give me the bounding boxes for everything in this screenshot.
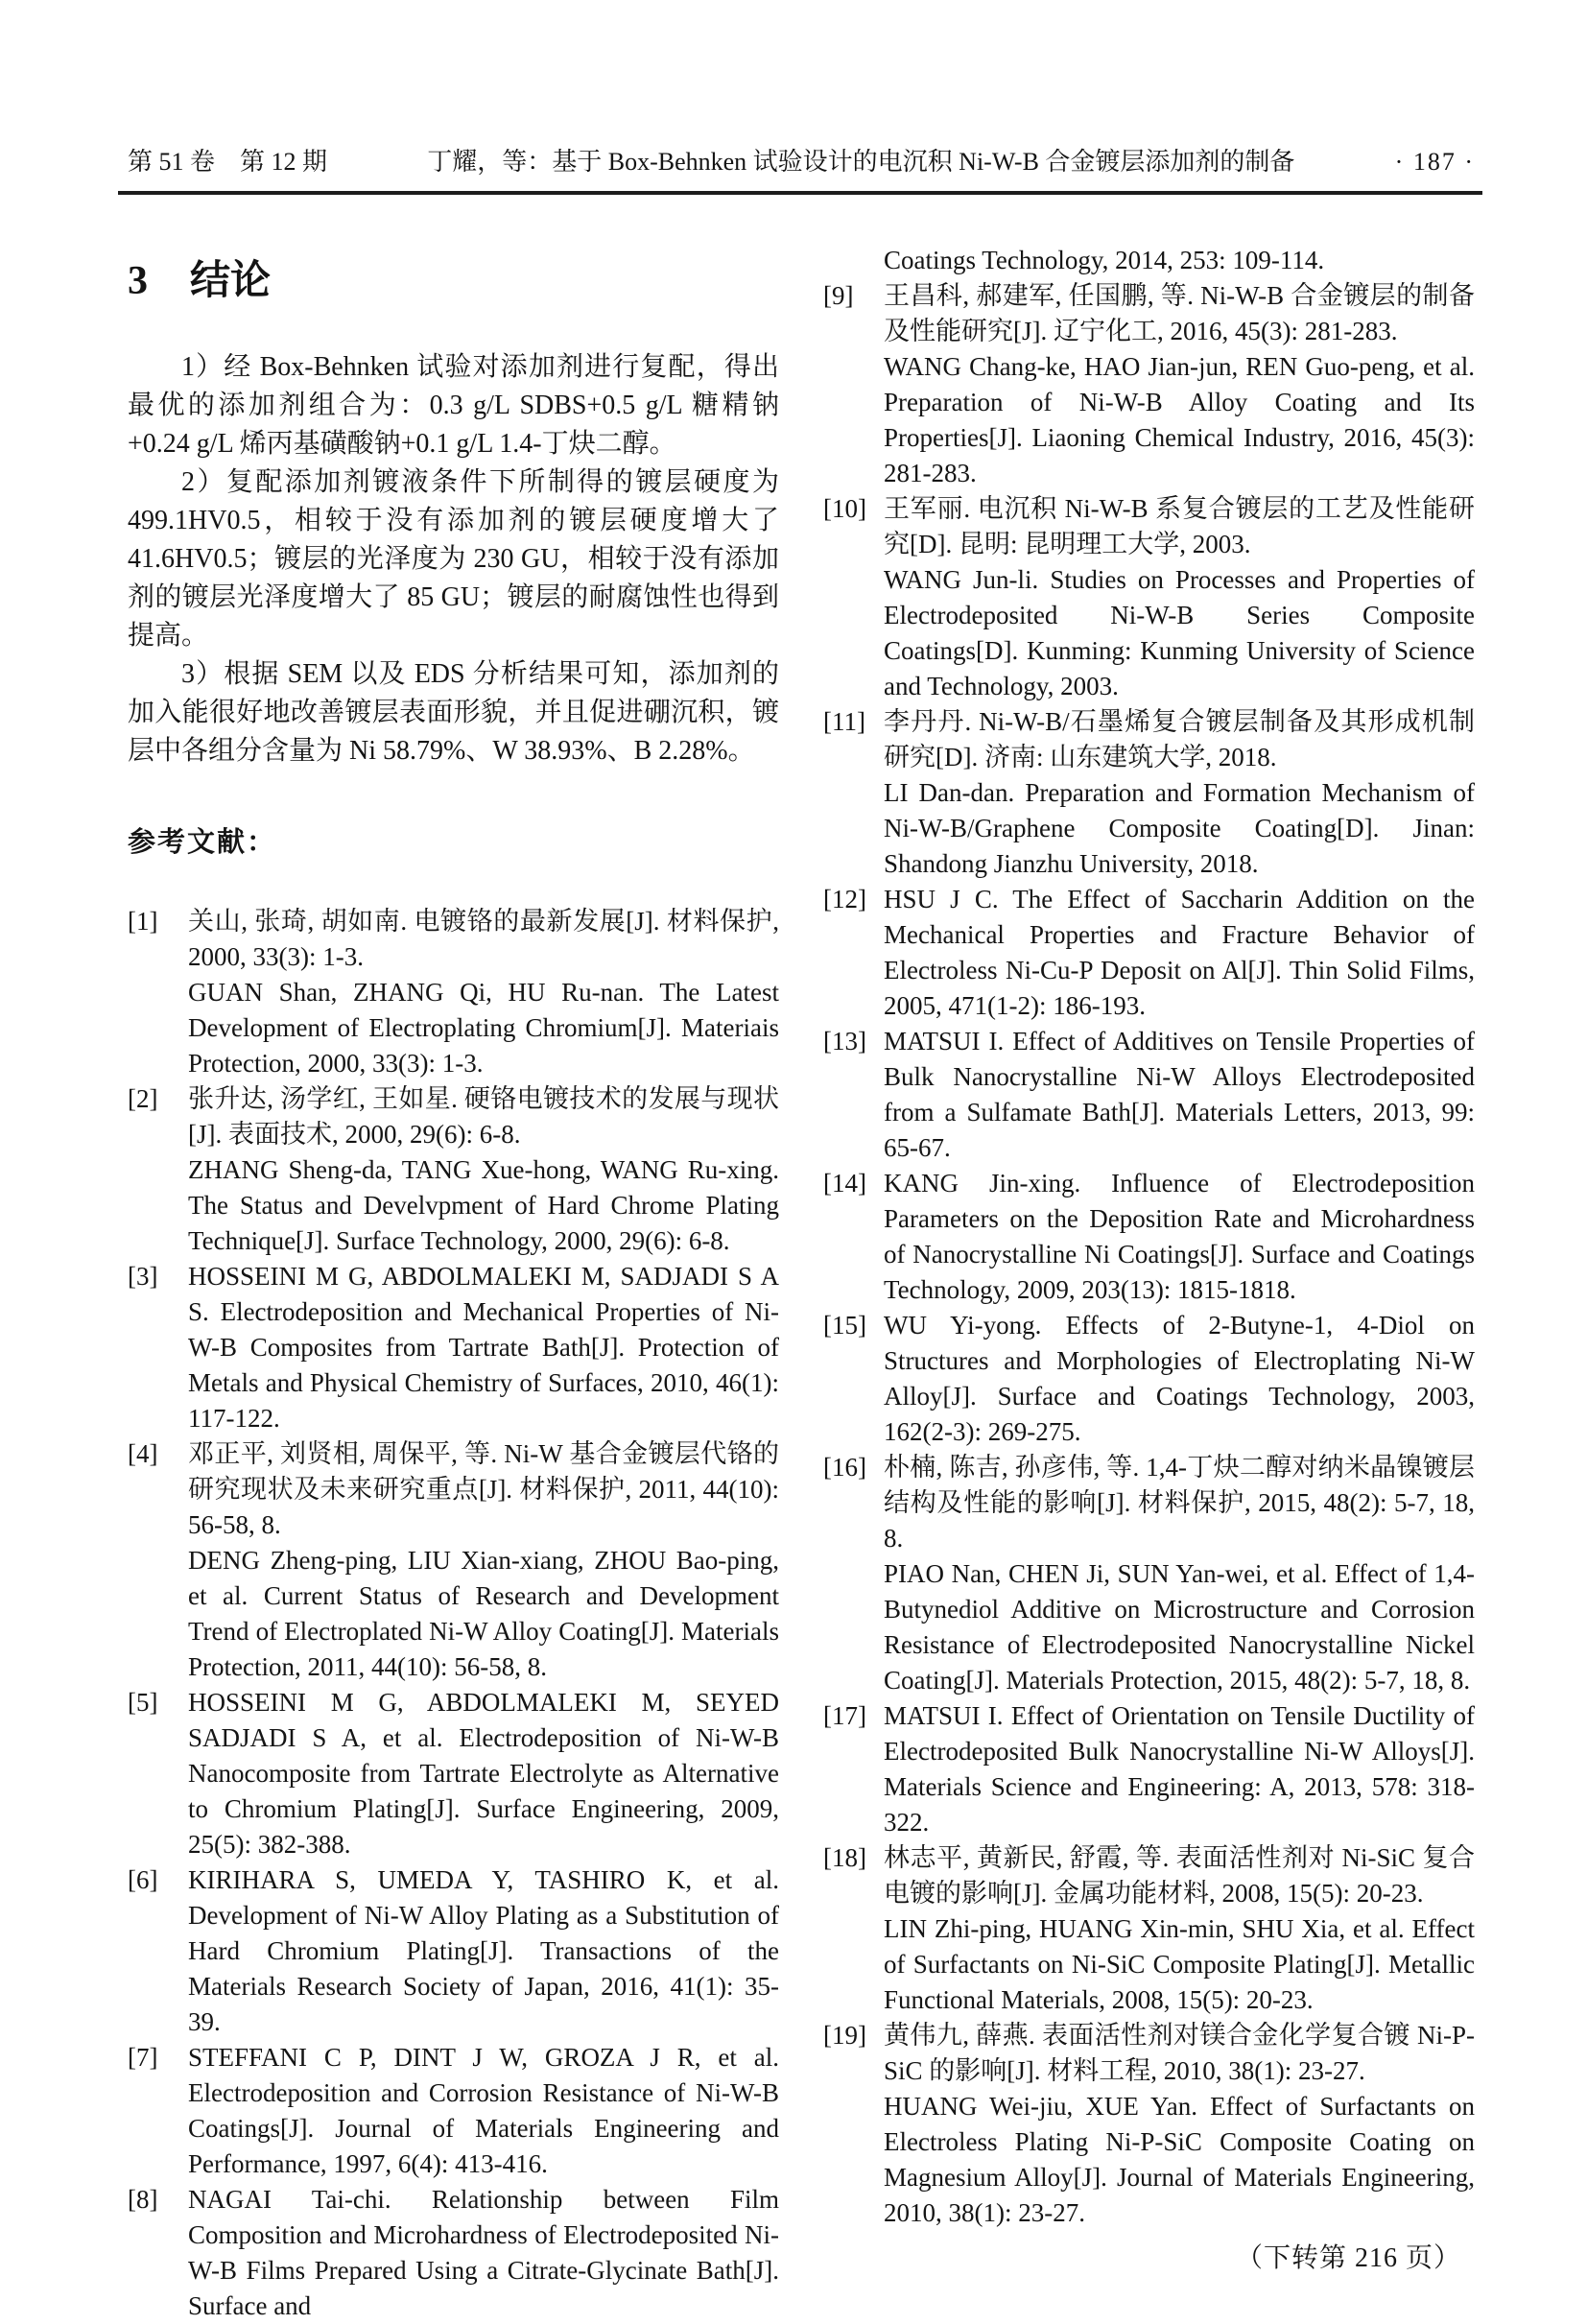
reference-part: Coatings Technology, 2014, 253: 109-114. <box>884 246 1325 274</box>
reference-text <box>884 1698 1475 1840</box>
reference-label: [9] <box>823 281 854 310</box>
left-column <box>128 243 779 2324</box>
reference-label: [8] <box>128 2185 158 2214</box>
reference-part: ZHANG Sheng-da, TANG Xue-hong, WANG Ru-xing. The Status and Develvpment of Hard Chrome Plating Technique[J]. Surface Technology, 2000, 29(6): 6-8. <box>188 1155 779 1255</box>
reference-text <box>188 1862 779 2040</box>
reference-text <box>188 1436 779 1685</box>
reference-item <box>823 1024 1475 1166</box>
reference-label: [16] <box>823 1453 866 1482</box>
reference-label: [12] <box>823 885 866 913</box>
reference-label: [5] <box>128 1688 158 1717</box>
reference-label: [7] <box>128 2043 158 2072</box>
volume-issue: 第 51 卷 第 12 期 <box>128 148 328 176</box>
reference-part: DENG Zheng-ping, LIU Xian-xiang, ZHOU Bao-ping, et al. Current Status of Research and Development Trend of Electroplated Ni-W Alloy Coating[J]. Materials Protection, 2011, 44(10): 56-58, 8. <box>188 1546 779 1681</box>
references-list-left <box>128 904 779 2324</box>
reference-item <box>823 491 1475 704</box>
section-number: 3 <box>128 259 148 303</box>
conclusion-paragraph: 2）复配添加剂镀液条件下所制得的镀层硬度为 499.1HV0.5，相较于没有添加剂的镀层硬度增大了 41.6HV0.5；镀层的光泽度为 230 GU，相较于没有添加剂的镀层光泽度增大了 85 GU；镀层的耐腐蚀性也得到提高。 <box>128 467 779 651</box>
reference-text <box>884 1166 1475 1308</box>
reference-text <box>188 904 779 1081</box>
reference-part: KIRIHARA S, UMEDA Y, TASHIRO K, et al. Development of Ni-W Alloy Plating as a Substitution of Hard Chromium Plating[J]. Transactions of the Materials Research Society of Japan, 2016, 41(1): 35-39. <box>188 1865 779 2036</box>
reference-item <box>823 1450 1475 1698</box>
reference-part: HOSSEINI M G, ABDOLMALEKI M, SADJADI S A S. Electrodeposition and Mechanical Properties of Ni-W-B Composites from Tartrate Bath[J]. Protection of Metals and Physical Chemistry of Surfaces, 2010, 46(1): 117-122. <box>188 1262 779 1433</box>
reference-text <box>884 1024 1475 1166</box>
reference-part: PIAO Nan, CHEN Ji, SUN Yan-wei, et al. Effect of 1,4-Butynediol Additive on Microstructure and Corrosion Resistance of Electrodeposited Nanocrystalline Nickel Coating[J]. Materials Protection, 2015, 48(2): 5-7, 18, 8. <box>884 1559 1475 1695</box>
reference-part: 关山, 张琦, 胡如南. 电镀铬的最新发展[J]. 材料保护, 2000, 33(3): 1-3. <box>188 907 779 971</box>
reference-part: WANG Chang-ke, HAO Jian-jun, REN Guo-peng, et al. Preparation of Ni-W-B Alloy Coating and Its Properties[J]. Liaoning Chemical Industry, 2016, 45(3): 281-283. <box>884 352 1475 487</box>
reference-item <box>128 2040 779 2182</box>
reference-label: [3] <box>128 1262 158 1291</box>
conclusion-paragraph: 3）根据 SEM 以及 EDS 分析结果可知，添加剂的加入能很好地改善镀层表面形貌，并且促进硼沉积，镀层中各组分含量为 Ni 58.79%、W 38.93%、B 2.28%。 <box>128 659 779 766</box>
reference-text <box>884 704 1475 882</box>
reference-label: [19] <box>823 2021 866 2050</box>
reference-text <box>884 491 1475 704</box>
reference-item <box>128 1685 779 1862</box>
reference-label: [1] <box>128 907 158 936</box>
reference-text <box>188 1259 779 1436</box>
reference-item <box>128 2182 779 2324</box>
reference-part: STEFFANI C P, DINT J W, GROZA J R, et al. Electrodeposition and Corrosion Resistance of Ni-W-B Coatings[J]. Journal of Materials Engineering and Performance, 1997, 6(4): 413-416. <box>188 2043 779 2178</box>
reference-text <box>884 1840 1475 2018</box>
references-heading: 参考文献： <box>128 827 277 858</box>
two-column-body <box>128 243 1475 2324</box>
continued-on-page-note: （下转第 216 页） <box>1235 2243 1461 2273</box>
reference-item <box>823 1308 1475 1450</box>
reference-item <box>823 2018 1475 2231</box>
reference-text <box>884 243 1475 278</box>
reference-item <box>823 1698 1475 1840</box>
reference-part: GUAN Shan, ZHANG Qi, HU Ru-nan. The Latest Development of Electroplating Chromium[J]. Materiais Protection, 2000, 33(3): 1-3. <box>188 978 779 1078</box>
conclusion-paragraph: 1）经 Box-Behnken 试验对添加剂进行复配，得出最优的添加剂组合为：0.3 g/L SDBS+0.5 g/L 糖精钠+0.24 g/L 烯丙基磺酸钠+0.1 g/L 1.4-丁炔二醇。 <box>128 352 779 459</box>
reference-part: 朴楠, 陈吉, 孙彦伟, 等. 1,4-丁炔二醇对纳米晶镍镀层结构及性能的影响[J]. 材料保护, 2015, 48(2): 5-7, 18, 8. <box>884 1453 1475 1553</box>
reference-item <box>823 1166 1475 1308</box>
reference-part: 邓正平, 刘贤相, 周保平, 等. Ni-W 基合金镀层代铬的研究现状及未来研究重点[J]. 材料保护, 2011, 44(10): 56-58, 8. <box>188 1439 779 1539</box>
reference-part: 张升达, 汤学红, 王如星. 硬铬电镀技术的发展与现状[J]. 表面技术, 2000, 29(6): 6-8. <box>188 1084 779 1149</box>
reference-item <box>823 1840 1475 2018</box>
section-title: 结论 <box>190 259 272 303</box>
reference-item <box>823 882 1475 1024</box>
page-header <box>128 142 1475 178</box>
section-heading <box>128 249 779 306</box>
reference-text <box>188 2040 779 2182</box>
reference-label <box>823 243 884 278</box>
reference-text <box>884 278 1475 491</box>
references-list-right <box>823 243 1475 2231</box>
reference-part: 林志平, 黄新民, 舒霞, 等. 表面活性剂对 Ni-SiC 复合电镀的影响[J]. 金属功能材料, 2008, 15(5): 20-23. <box>884 1843 1475 1908</box>
reference-text <box>188 1081 779 1259</box>
reference-part: WANG Jun-li. Studies on Processes and Properties of Electrodeposited Ni-W-B Series Composite Coatings[D]. Kunming: Kunming University of Science and Technology, 2003. <box>884 565 1475 700</box>
reference-part: 王昌科, 郝建军, 任国鹏, 等. Ni-W-B 合金镀层的制备及性能研究[J]. 辽宁化工, 2016, 45(3): 281-283. <box>884 281 1475 345</box>
reference-text <box>884 1450 1475 1698</box>
reference-part: HUANG Wei-jiu, XUE Yan. Effect of Surfactants on Electroless Plating Ni-P-SiC Composite Coating on Magnesium Alloy[J]. Journal of Materials Engineering, 2010, 38(1): 23-27. <box>884 2092 1475 2227</box>
reference-label: [14] <box>823 1169 866 1198</box>
reference-part: 李丹丹. Ni-W-B/石墨烯复合镀层制备及其形成机制研究[D]. 济南: 山东建筑大学, 2018. <box>884 707 1475 771</box>
reference-part: NAGAI Tai-chi. Relationship between Film Composition and Microhardness of Electrodeposited Ni-W-B Films Prepared Using a Citrate-Glycinate Bath[J]. Surface and <box>188 2185 779 2320</box>
reference-part: MATSUI I. Effect of Orientation on Tensile Ductility of Electrodeposited Bulk Nanocrystalline Ni-W Alloys[J]. Materials Science and Engineering: A, 2013, 578: 318-322. <box>884 1701 1475 1837</box>
reference-label: [6] <box>128 1865 158 1894</box>
reference-label: [4] <box>128 1439 158 1468</box>
reference-part: 黄伟九, 薛燕. 表面活性剂对镁合金化学复合镀 Ni-P-SiC 的影响[J]. 材料工程, 2010, 38(1): 23-27. <box>884 2021 1475 2085</box>
reference-item <box>823 278 1475 491</box>
reference-item <box>128 1081 779 1259</box>
reference-text <box>884 1308 1475 1450</box>
reference-label: [17] <box>823 1701 866 1730</box>
reference-text <box>884 2018 1475 2231</box>
reference-label: [10] <box>823 494 866 523</box>
reference-part: KANG Jin-xing. Influence of Electrodeposition Parameters on the Deposition Rate and Microhardness of Nanocrystalline Ni Coatings[J]. Surface and Coatings Technology, 2009, 203(13): 1815-1818. <box>884 1169 1475 1304</box>
reference-item <box>128 1862 779 2040</box>
reference-label: [18] <box>823 1843 866 1872</box>
reference-item <box>128 1259 779 1436</box>
page-number: · 187 · <box>1394 148 1475 176</box>
reference-part: HOSSEINI M G, ABDOLMALEKI M, SEYED SADJADI S A, et al. Electrodeposition of Ni-W-B Nanocomposite from Tartrate Electrolyte as Alternative to Chromium Plating[J]. Surface Engineering, 2009, 25(5): 382-388. <box>188 1688 779 1859</box>
reference-part: MATSUI I. Effect of Additives on Tensile Properties of Bulk Nanocrystalline Ni-W Alloys Electrodeposited from a Sulfamate Bath[J]. Materials Letters, 2013, 99: 65-67. <box>884 1027 1475 1162</box>
reference-text <box>884 882 1475 1024</box>
reference-label: [13] <box>823 1027 866 1055</box>
reference-text <box>188 1685 779 1862</box>
reference-item <box>823 243 1475 278</box>
reference-part: 王军丽. 电沉积 Ni-W-B 系复合镀层的工艺及性能研究[D]. 昆明: 昆明理工大学, 2003. <box>884 494 1475 558</box>
reference-part: LI Dan-dan. Preparation and Formation Mechanism of Ni-W-B/Graphene Composite Coating[D]. Jinan: Shandong Jianzhu University, 2018. <box>884 778 1475 878</box>
reference-item <box>823 704 1475 882</box>
header-rule <box>118 191 1482 195</box>
reference-part: HSU J C. The Effect of Saccharin Addition on the Mechanical Properties and Fracture Behavior of Electroless Ni-Cu-P Deposit on Al[J]. Thin Solid Films, 2005, 471(1-2): 186-193. <box>884 885 1475 1020</box>
running-title: 丁耀，等：基于 Box-Behnken 试验设计的电沉积 Ni-W-B 合金镀层添加剂的制备 <box>427 148 1295 176</box>
reference-text <box>188 2182 779 2324</box>
right-column <box>823 243 1475 2324</box>
reference-label: [11] <box>823 707 865 736</box>
reference-label: [2] <box>128 1084 158 1113</box>
reference-item <box>128 1436 779 1685</box>
reference-part: LIN Zhi-ping, HUANG Xin-min, SHU Xia, et al. Effect of Surfactants on Ni-SiC Composite Plating[J]. Metallic Functional Materials, 2008, 15(5): 20-23. <box>884 1914 1475 2014</box>
reference-label: [15] <box>823 1311 866 1340</box>
reference-part: WU Yi-yong. Effects of 2-Butyne-1, 4-Diol on Structures and Morphologies of Electroplating Ni-W Alloy[J]. Surface and Coatings Technology, 2003, 162(2-3): 269-275. <box>884 1311 1475 1446</box>
reference-item <box>128 904 779 1081</box>
